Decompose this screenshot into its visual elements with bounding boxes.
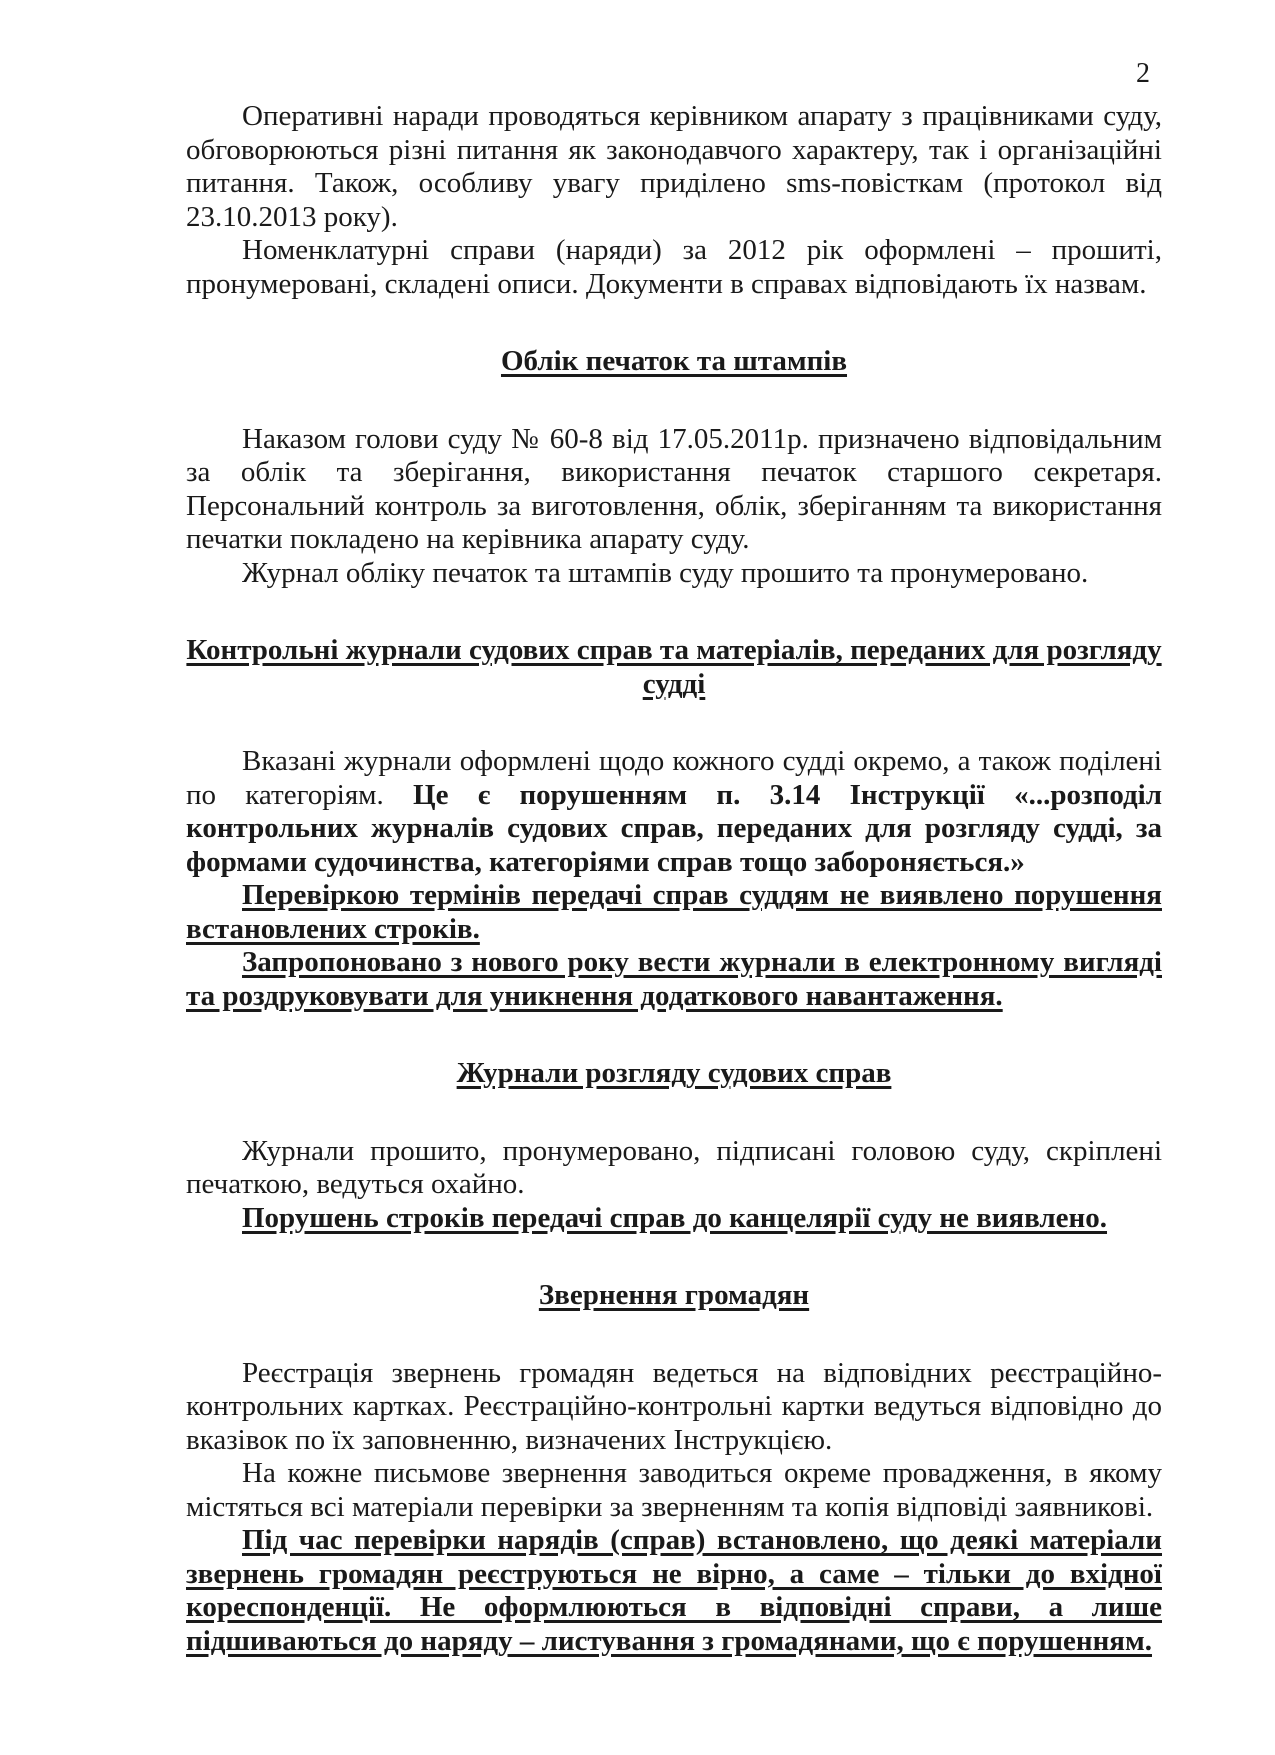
paragraph-case-journals: Журнали прошито, пронумеровано, підписані головою суду, скріплені печаткою, ведуться охайно. — [186, 1134, 1162, 1200]
paragraph-citizens-proceedings: На кожне письмове звернення заводиться окреме провадження, в якому містяться всі матеріали перевірки за зверненням та копія відповіді заявникові. — [186, 1457, 1162, 1523]
paragraph-seals-order: Наказом голови суду № 60-8 від 17.05.2011р. призначено відповідальним за облік та зберігання, використання печаток старшого секретаря. Персональний контроль за виготовлення, облік, зберіганням та використання печатки покладено на керівника апарату суду. — [186, 422, 1162, 555]
heading-case-journals: Журнали розгляду судових справ — [456, 1057, 892, 1089]
paragraph-no-violations: Порушень строків передачі справ до канцелярії суду не виявлено. — [242, 1201, 1108, 1234]
paragraph-citizens-registration: Реєстрація звернень громадян ведеться на відповідних реєстраційно-контрольних картках. Реєстраційно-контрольні картки ведуться відповідно до вказівок по їх заповненню, визначених Інструкцією. — [186, 1356, 1162, 1456]
paragraph-seals-journal: Журнал обліку печаток та штампів суду прошито та пронумеровано. — [242, 556, 1089, 589]
paragraph-proposal: Запропоновано з нового року вести журнали в електронному вигляді та роздруковувати для уникнення додаткового навантаження. — [186, 946, 1162, 1012]
text-violation: Це є порушенням п. 3.14 Інструкції «...розподіл контрольних журналів судових справ, переданих для розгляду судді, за формами судочинства, категоріями справ тощо забороняється.» — [186, 778, 1162, 878]
heading-citizens: Звернення громадян — [538, 1279, 810, 1311]
heading-control-journals: Контрольні журнали судових справ та матеріалів, переданих для розгляду судді — [186, 634, 1162, 700]
text-normal: Вказані журнали оформлені щодо кожного судді окремо, а також поділені по категоріям. — [186, 745, 1162, 811]
paragraph-nomenclature: Номенклатурні справи (наряди) за 2012 рік оформлені – прошиті, пронумеровані, складені описи. Документи в справах відповідають їх назвам. — [186, 234, 1162, 300]
paragraph-terms-check: Перевіркою термінів передачі справ суддям не виявлено порушення встановлених строків. — [186, 879, 1162, 945]
paragraph-control-journals-violation — [186, 745, 1162, 879]
paragraph-citizens-violation: Під час перевірки нарядів (справ) встановлено, що деякі матеріали звернень громадян реєструються не вірно, а саме – тільки до вхідної кореспонденції. Не оформлюються в відповідні справи, а лише підшиваються до наряду – листування з громадянами, що є порушенням. — [186, 1524, 1162, 1657]
heading-seals: Облік печаток та штампів — [500, 345, 848, 377]
page-number: 2 — [1136, 58, 1150, 89]
document-page — [186, 0, 1162, 1658]
paragraph-meetings: Оперативні наради проводяться керівником апарату з працівниками суду, обговорюються різні питання як законодавчого характеру, так і організаційні питання. Також, особливу увагу приділено sms-повісткам (протокол від 23.10.2013 року). — [186, 100, 1162, 233]
